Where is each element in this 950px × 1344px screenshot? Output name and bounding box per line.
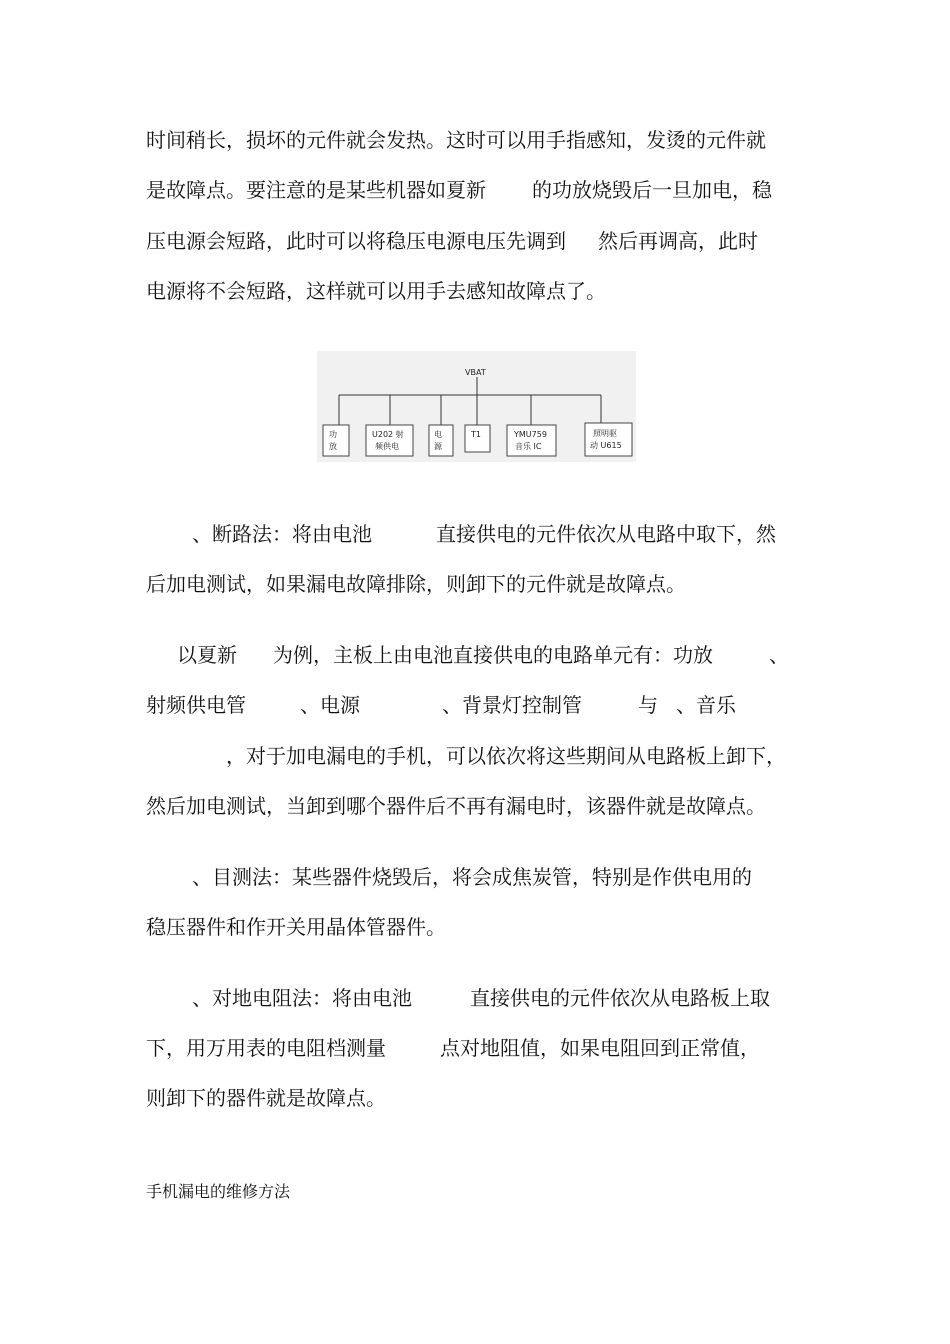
- paragraph3-line2-part-e: 、音乐: [676, 693, 736, 717]
- paragraph3-line2-part-a: 射频供电管: [146, 693, 246, 717]
- power-supply-diagram: [317, 351, 636, 462]
- paragraph4-line2: 稳压器件和作开关用晶体管器件。: [146, 915, 446, 939]
- diagram-node-label: YMU759: [514, 430, 547, 439]
- diagram-node-label: 音乐 IC: [515, 442, 542, 451]
- diagram-node-box: [585, 423, 632, 456]
- paragraph1-line1: 时间稍长，损坏的元件就会发热。这时可以用手指感知，发烫的元件就: [146, 128, 766, 152]
- paragraph4-line1: 、目测法：某些器件烧毁后，将会成焦炭管，特别是作供电用的: [192, 865, 752, 889]
- paragraph2-line1: [192, 522, 776, 546]
- paragraph1-line2-part-b: 的功放烧毁后一旦加电，稳: [532, 178, 772, 202]
- paragraph1-line4: 电源将不会短路，这样就可以用手去感知故障点了。: [146, 279, 606, 303]
- paragraph3-line1-part-c: 、: [769, 643, 789, 667]
- paragraph5-line2-part-a: 下，用万用表的电阻档测量: [146, 1036, 386, 1060]
- section-title: 手机漏电的维修方法: [146, 1182, 291, 1201]
- diagram-node-label: 照明驱: [593, 429, 617, 438]
- diagram-node-label: 源: [434, 442, 442, 451]
- diagram-node-label: 电: [434, 430, 442, 439]
- paragraph1-line3-part-b: 然后再调高，此时: [598, 229, 758, 253]
- paragraph3-line1-part-a: 以夏新: [177, 643, 237, 667]
- paragraph3-line1: [177, 643, 789, 667]
- diagram-source-label: VBAT: [465, 368, 486, 377]
- diagram-node-label: 频供电: [375, 442, 399, 451]
- paragraph3-line3: ，对于加电漏电的手机，可以依次将这些期间从电路板上卸下，: [226, 744, 786, 768]
- diagram-node-label: T1: [471, 430, 481, 439]
- paragraph3-line2-part-c: 、背景灯控制管: [442, 693, 582, 717]
- diagram-node-label: 放: [329, 442, 337, 451]
- paragraph3-line2-part-b: 、电源: [300, 693, 360, 717]
- paragraph5-line1-part-a: 、对地电阻法：将由电池: [192, 986, 412, 1010]
- paragraph5-line2: [146, 1036, 760, 1060]
- paragraph3-line2-part-d: 与: [638, 693, 658, 717]
- paragraph3-line4: 然后加电测试，当卸到哪个器件后不再有漏电时，该器件就是故障点。: [146, 794, 766, 818]
- paragraph2-line1-part-a: 、断路法：将由电池: [192, 522, 372, 546]
- diagram-node-label: 功: [329, 430, 337, 439]
- paragraph1-line3-part-a: 压电源会短路，此时可以将稳压电源电压先调到: [146, 229, 566, 253]
- paragraph2-line2: 后加电测试，如果漏电故障排除，则卸下的元件就是故障点。: [146, 572, 686, 596]
- paragraph2-line1-part-b: 直接供电的元件依次从电路中取下，然: [436, 522, 776, 546]
- paragraph1-line2: [146, 178, 772, 202]
- paragraph5-line2-part-b: 点对地阻值，如果电阻回到正常值，: [440, 1036, 760, 1060]
- diagram-node-label: 动 U615: [590, 441, 622, 450]
- paragraph3-line1-part-b: 为例，主板上由电池直接供电的电路单元有：功放: [273, 643, 713, 667]
- paragraph5-line3: 则卸下的器件就是故障点。: [146, 1086, 386, 1110]
- paragraph5-line1: [192, 986, 770, 1010]
- paragraph5-line1-part-b: 直接供电的元件依次从电路板上取: [470, 986, 770, 1010]
- paragraph1-line2-part-a: 是故障点。要注意的是某些机器如夏新: [146, 178, 486, 202]
- diagram-node-label: U202 射: [372, 430, 404, 439]
- paragraph1-line3: [146, 229, 758, 253]
- paragraph3-line2: [146, 693, 736, 717]
